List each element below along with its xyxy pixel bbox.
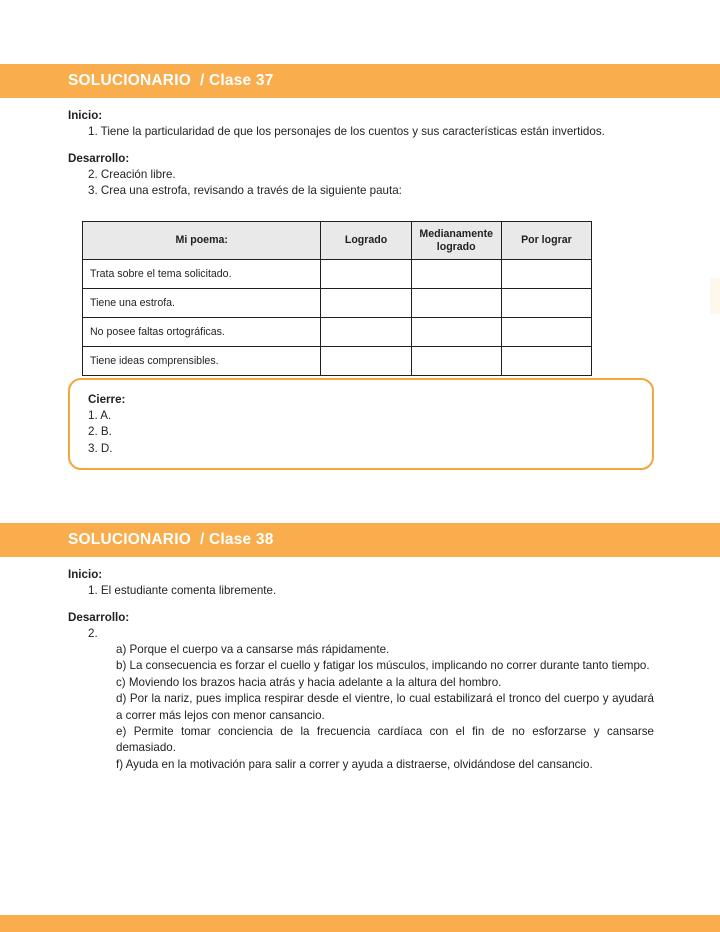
checkbox-cell-por-lograr[interactable] <box>501 347 591 376</box>
cierre-item-3: 3. D. <box>88 441 113 455</box>
desarrollo-label-37: Desarrollo: <box>68 151 130 165</box>
answer-item-a: a) Porque el cuerpo va a cansarse más rápidamente. <box>116 642 390 656</box>
inicio-label-37: Inicio: <box>68 109 103 122</box>
cierre-box <box>68 378 654 470</box>
answer-item-d: d) Por la nariz, pues implica respirar desde el vientre, lo cual estabilizará el tronco del cuerpo y ayudará a correr más lejos con menor cansancio. <box>116 692 654 722</box>
checkbox-cell-medianamente[interactable] <box>411 318 501 347</box>
checkbox-cell-medianamente[interactable] <box>411 289 501 318</box>
section-body-clase-37 <box>68 108 654 199</box>
header-separator-38: / <box>199 531 205 548</box>
checkbox-cell-logrado[interactable] <box>321 289 411 318</box>
lesson-label-37: Clase 37 <box>209 72 274 89</box>
page-footer-bar <box>0 915 720 932</box>
table-row <box>83 289 592 318</box>
checkbox-cell-por-lograr[interactable] <box>501 318 591 347</box>
section-header-clase-37 <box>0 64 720 98</box>
column-header-por-lograr: Por lograr <box>501 222 591 260</box>
inicio-item-1-37: 1. Tiene la particularidad de que los personajes de los cuentos y sus características están invertidos. <box>88 124 605 138</box>
table-row <box>83 260 592 289</box>
criterion-cell: Tiene una estrofa. <box>83 289 321 318</box>
lesson-label-38: Clase 38 <box>209 531 274 548</box>
answer-item-c: c) Moviendo los brazos hacia atrás y hacia adelante a la altura del hombro. <box>116 675 502 689</box>
table-row <box>83 318 592 347</box>
inicio-label-38: Inicio: <box>68 568 103 581</box>
section-body-clase-38 <box>68 567 654 773</box>
checkbox-cell-logrado[interactable] <box>321 318 411 347</box>
section-header-text-clase-37 <box>0 72 274 90</box>
section-header-text-clase-38 <box>0 531 274 549</box>
header-separator-37: / <box>199 72 205 89</box>
rubric-table <box>82 221 592 376</box>
solucionario-title-37: SOLUCIONARIO <box>68 72 191 89</box>
table-header-row <box>83 222 592 260</box>
cierre-item-1: 1. A. <box>88 408 112 422</box>
desarrollo-item-2-37: 2. Creación libre. <box>88 167 176 181</box>
answer-item-f: f) Ayuda en la motivación para salir a correr y ayuda a distraerse, olvidándose del cansancio. <box>116 757 593 771</box>
cierre-item-2: 2. B. <box>88 425 112 439</box>
desarrollo-item-3-37: 3. Crea una estrofa, revisando a través de la siguiente pauta: <box>88 183 402 197</box>
column-header-criterion: Mi poema: <box>83 222 321 260</box>
column-header-medianamente-logrado: Medianamente logrado <box>411 222 501 260</box>
column-header-logrado: Logrado <box>321 222 411 260</box>
section-header-clase-38 <box>0 523 720 557</box>
criterion-cell: No posee faltas ortográficas. <box>83 318 321 347</box>
solucionario-title-38: SOLUCIONARIO <box>68 531 191 548</box>
checkbox-cell-medianamente[interactable] <box>411 260 501 289</box>
page-edge-artifact <box>710 278 720 314</box>
checkbox-cell-por-lograr[interactable] <box>501 260 591 289</box>
criterion-cell: Tiene ideas comprensibles. <box>83 347 321 376</box>
checkbox-cell-logrado[interactable] <box>321 347 411 376</box>
criterion-cell: Trata sobre el tema solicitado. <box>83 260 321 289</box>
cierre-label: Cierre: <box>88 393 126 406</box>
desarrollo-item-2-38: 2. <box>88 626 98 640</box>
desarrollo-label-38: Desarrollo: <box>68 610 130 624</box>
checkbox-cell-logrado[interactable] <box>321 260 411 289</box>
checkbox-cell-medianamente[interactable] <box>411 347 501 376</box>
rubric-table-wrapper <box>82 221 592 376</box>
answer-item-b: b) La consecuencia es forzar el cuello y fatigar los músculos, implicando no correr durante tanto tiempo. <box>116 659 650 673</box>
checkbox-cell-por-lograr[interactable] <box>501 289 591 318</box>
table-row <box>83 347 592 376</box>
inicio-item-1-38: 1. El estudiante comenta libremente. <box>88 583 277 597</box>
answer-item-e: e) Permite tomar conciencia de la frecuencia cardíaca con el fin de no esforzarse y cansarse demasiado. <box>116 724 654 755</box>
